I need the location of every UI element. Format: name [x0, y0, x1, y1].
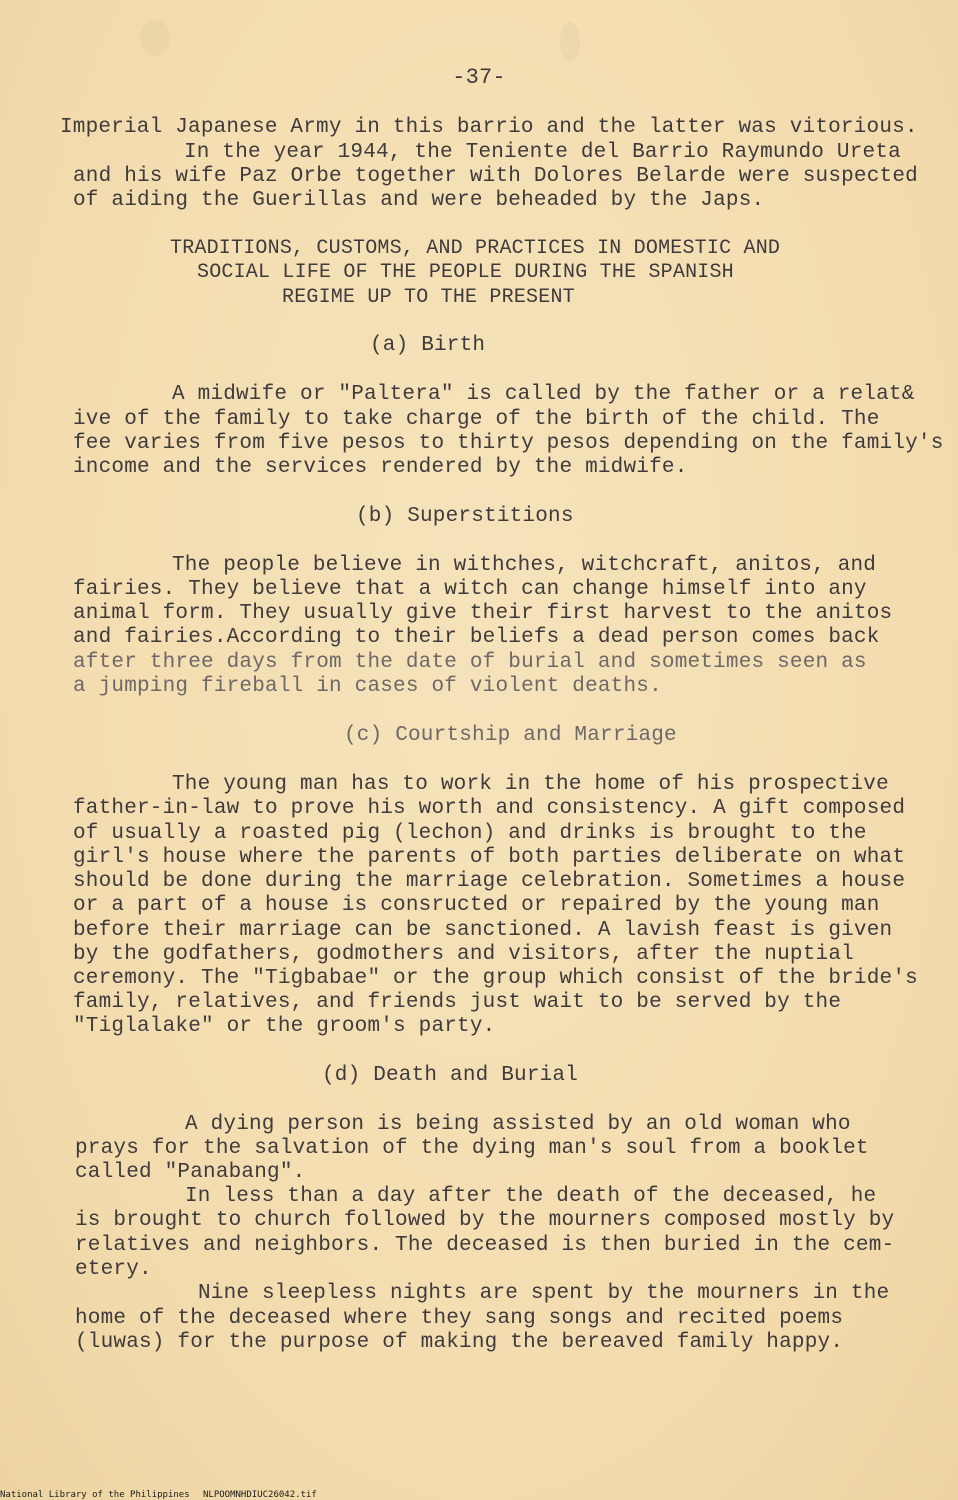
paragraph-line: (luwas) for the purpose of making the bereaved family happy. [75, 1331, 844, 1354]
paragraph-line: In less than a day after the death of the deceased, he [185, 1185, 877, 1208]
paragraph-line: Nine sleepless nights are spent by the mourners in the [198, 1282, 890, 1305]
paragraph-line: a jumping fireball in cases of violent deaths. [73, 675, 662, 698]
paper-stain [140, 20, 170, 56]
paragraph-line: by the godfathers, godmothers and visitors, after the nuptial [73, 943, 854, 966]
paragraph-line: home of the deceased where they sang songs and recited poems [75, 1307, 844, 1330]
paragraph-line: after three days from the date of burial and sometimes seen as [73, 651, 867, 674]
paragraph-line: before their marriage can be sanctioned. A lavish feast is given [73, 919, 893, 942]
paragraph-line: fee varies from five pesos to thirty pesos depending on the family's [73, 432, 944, 455]
section-title: SOCIAL LIFE OF THE PEOPLE DURING THE SPANISH [197, 261, 734, 284]
subsection-heading-birth: (a) Birth [370, 334, 486, 357]
intro-line: In the year 1944, the Teniente del Barrio Raymundo Ureta [184, 141, 901, 164]
paragraph-line: girl's house where the parents of both parties deliberate on what [73, 846, 906, 869]
paragraph-line: should be done during the marriage celebration. Sometimes a house [73, 870, 906, 893]
intro-line: Imperial Japanese Army in this barrio and the latter was vitorious. [60, 116, 918, 139]
paragraph-line: of usually a roasted pig (lechon) and drinks is brought to the [73, 822, 867, 845]
intro-line: of aiding the Guerillas and were beheaded by the Japs. [73, 189, 765, 212]
subsection-heading-superstitions: (b) Superstitions [356, 505, 574, 528]
paragraph-line: income and the services rendered by the midwife. [73, 456, 688, 479]
section-title: REGIME UP TO THE PRESENT [282, 286, 575, 309]
paragraph-line: family, relatives, and friends just wait to be served by the [73, 991, 842, 1014]
paragraph-line: and fairies.According to their beliefs a dead person comes back [73, 626, 880, 649]
paragraph-line: ceremony. The "Tigbabae" or the group which consist of the bride's [73, 967, 918, 990]
paragraph-line: A midwife or "Paltera" is called by the father or a relat& [172, 383, 915, 406]
paragraph-line: "Tiglalake" or the groom's party. [73, 1015, 496, 1038]
paragraph-line: The young man has to work in the home of his prospective [172, 773, 889, 796]
footer-filename: NLPOOMNHDIUC26042.tif [203, 1490, 317, 1500]
paragraph-line: fairies. They believe that a witch can change himself into any [73, 578, 867, 601]
paper-stain [560, 22, 580, 62]
paragraph-line: etery. [75, 1258, 152, 1281]
paragraph-line: The people believe in withches, witchcraft, anitos, and [172, 554, 877, 577]
paragraph-line: prays for the salvation of the dying man's soul from a booklet [75, 1137, 869, 1160]
subsection-heading-courtship: (c) Courtship and Marriage [344, 724, 677, 747]
paragraph-line: A dying person is being assisted by an old woman who [185, 1113, 851, 1136]
footer-library: National Library of the Philippines [0, 1490, 190, 1500]
page-number: -37- [452, 65, 506, 90]
paragraph-line: ive of the family to take charge of the birth of the child. The [73, 408, 880, 431]
section-title: TRADITIONS, CUSTOMS, AND PRACTICES IN DOMESTIC AND [170, 237, 781, 260]
intro-line: and his wife Paz Orbe together with Dolores Belarde were suspected [73, 165, 918, 188]
paragraph-line: called "Panabang". [75, 1161, 306, 1184]
paragraph-line: or a part of a house is consructed or repaired by the young man [73, 894, 880, 917]
paragraph-line: animal form. They usually give their first harvest to the anitos [73, 602, 893, 625]
subsection-heading-death: (d) Death and Burial [322, 1064, 579, 1087]
paragraph-line: is brought to church followed by the mourners composed mostly by [75, 1209, 895, 1232]
paragraph-line: father-in-law to prove his worth and consistency. A gift composed [73, 797, 906, 820]
paragraph-line: relatives and neighbors. The deceased is then buried in the cem- [75, 1234, 895, 1257]
